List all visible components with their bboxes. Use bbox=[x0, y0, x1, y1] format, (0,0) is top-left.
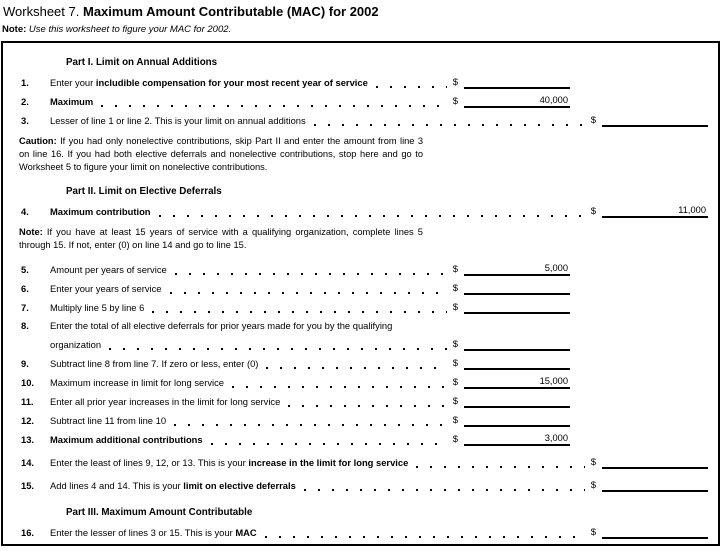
dotted-leader bbox=[152, 311, 446, 313]
label-text: limit on elective deferrals bbox=[183, 480, 296, 491]
caution-text: If you had only nonelective contributions, skip Part II and enter the amount from line 3 on line 16. If you had both elective deferrals and nonelective contributions, stop here and go to Worksheet 5 to figure your limit on nonelective contributions. bbox=[19, 136, 423, 172]
caution-label: Caution: bbox=[19, 136, 57, 146]
note-text: If you have at least 15 years of service with a qualifying organization, complete lines 5 through 15. If not, enter (0) on line 14 and go to line 15. bbox=[19, 227, 423, 250]
dollar-sign: $ bbox=[590, 480, 596, 491]
label-text: Enter your years of service bbox=[50, 283, 162, 294]
label-text: MAC bbox=[235, 527, 257, 538]
dollar-sign: $ bbox=[590, 206, 596, 217]
line-number: 16. bbox=[21, 527, 35, 538]
line-row bbox=[19, 114, 710, 127]
dotted-leader bbox=[304, 489, 585, 491]
line-label bbox=[50, 283, 162, 295]
line-number: 2. bbox=[21, 96, 29, 107]
line-label bbox=[50, 302, 144, 314]
amount-line bbox=[464, 95, 570, 108]
line-number: 13. bbox=[21, 434, 35, 445]
line-number: 5. bbox=[21, 264, 29, 275]
line-row bbox=[19, 357, 710, 370]
dollar-sign: $ bbox=[452, 302, 458, 313]
dotted-leader bbox=[266, 367, 446, 369]
dollar-sign: $ bbox=[590, 457, 596, 468]
dollar-sign: $ bbox=[452, 283, 458, 294]
line-number: 11. bbox=[21, 396, 34, 407]
amount-value: 11,000 bbox=[678, 205, 706, 215]
note-paragraph bbox=[19, 226, 423, 252]
amount-line bbox=[464, 301, 570, 314]
label-text: Subtract line 11 from line 10 bbox=[50, 415, 167, 426]
dotted-leader bbox=[314, 124, 585, 126]
line-label: organization bbox=[50, 339, 102, 350]
line-number: 12. bbox=[21, 415, 35, 426]
dollar-sign: $ bbox=[452, 377, 458, 388]
label-text: Maximum additional contributions bbox=[50, 434, 203, 445]
line-row bbox=[19, 301, 710, 314]
line-label bbox=[50, 264, 167, 276]
top-note bbox=[0, 19, 721, 35]
line-number: 8. bbox=[21, 320, 29, 331]
worksheet-box bbox=[1, 41, 720, 546]
line-row bbox=[19, 320, 710, 332]
line-row bbox=[19, 526, 710, 539]
dotted-leader bbox=[211, 443, 447, 445]
amount-line bbox=[602, 479, 708, 492]
label-text: Enter your bbox=[50, 77, 96, 88]
line-row bbox=[19, 76, 710, 89]
line-label bbox=[50, 206, 151, 218]
line-row bbox=[19, 263, 710, 276]
dollar-sign: $ bbox=[452, 434, 458, 445]
line-label bbox=[50, 480, 296, 492]
page-title bbox=[0, 0, 721, 19]
dollar-sign: $ bbox=[452, 96, 458, 107]
line-label bbox=[50, 527, 257, 539]
amount-line bbox=[464, 76, 570, 89]
line-row bbox=[19, 282, 710, 295]
amount-value: 40,000 bbox=[539, 95, 568, 105]
amount-value: 3,000 bbox=[544, 433, 568, 443]
line-number: 7. bbox=[21, 302, 29, 313]
amount-line bbox=[602, 205, 708, 218]
label-text: includible compensation for your most recent year of service bbox=[95, 77, 368, 88]
worksheet-title: Maximum Amount Contributable (MAC) for 2002 bbox=[82, 4, 379, 19]
amount-line bbox=[464, 433, 570, 446]
amount-line bbox=[464, 395, 570, 408]
amount-line bbox=[602, 526, 708, 539]
dotted-leader bbox=[159, 215, 585, 217]
dotted-leader bbox=[232, 386, 447, 388]
line-number: 10. bbox=[21, 377, 35, 388]
part2-header: Part II. Limit on Elective Deferrals bbox=[66, 186, 222, 197]
line-label bbox=[50, 396, 280, 408]
line-label bbox=[50, 320, 392, 332]
dollar-sign: $ bbox=[590, 527, 596, 538]
worksheet-number: Worksheet 7. bbox=[3, 4, 80, 19]
dollar-sign: $ bbox=[452, 396, 458, 407]
line-label bbox=[50, 96, 93, 108]
dollar-sign: $ bbox=[452, 339, 458, 350]
line-number: 6. bbox=[21, 283, 29, 294]
label-text: Maximum increase in limit for long service bbox=[50, 377, 225, 388]
label-text: Lesser of line 1 or line 2. This is your limit on annual additions bbox=[50, 115, 306, 126]
amount-line bbox=[464, 376, 570, 389]
label-text: Enter the lesser of lines 3 or 15. This is your bbox=[50, 527, 236, 538]
dotted-leader bbox=[288, 405, 446, 407]
dotted-leader bbox=[265, 536, 585, 538]
amount-line bbox=[464, 263, 570, 276]
amount-line bbox=[602, 456, 708, 469]
label-text: Subtract line 8 from line 7. If zero or less, enter (0) bbox=[50, 358, 259, 369]
line-label bbox=[50, 457, 408, 469]
line-row bbox=[19, 205, 710, 218]
amount-line bbox=[464, 282, 570, 295]
amount-value: 5,000 bbox=[544, 263, 568, 273]
dollar-sign: $ bbox=[452, 264, 458, 275]
line-row bbox=[19, 414, 710, 427]
dollar-sign: $ bbox=[590, 115, 596, 126]
part3-header: Part III. Maximum Amount Contributable bbox=[66, 507, 253, 518]
part1-lines bbox=[19, 76, 710, 127]
label-text: Enter the total of all elective deferrals for prior years made for you by the qualifying bbox=[50, 320, 393, 331]
line-number: 1. bbox=[21, 77, 29, 88]
line-row bbox=[19, 433, 710, 446]
line-number: 9. bbox=[21, 358, 29, 369]
dotted-leader bbox=[416, 466, 584, 468]
label-text: Amount per years of service bbox=[50, 264, 167, 275]
line-row bbox=[19, 395, 710, 408]
line-number: 3. bbox=[21, 115, 29, 126]
line-label bbox=[50, 77, 368, 89]
line-label bbox=[50, 434, 203, 446]
dotted-leader bbox=[101, 105, 446, 107]
line-label bbox=[50, 358, 258, 370]
line-row bbox=[19, 479, 710, 492]
line-label bbox=[50, 415, 166, 427]
amount-value: 15,000 bbox=[539, 376, 568, 386]
amount-line bbox=[464, 338, 570, 351]
line-number: 15. bbox=[21, 480, 35, 491]
part2-lines bbox=[19, 263, 710, 492]
line-number: 14. bbox=[21, 457, 35, 468]
amount-line bbox=[602, 114, 708, 127]
dollar-sign: $ bbox=[452, 415, 458, 426]
amount-line bbox=[464, 357, 570, 370]
line-row-continuation bbox=[19, 338, 710, 351]
line-label bbox=[50, 115, 306, 127]
line-number: 4. bbox=[21, 206, 29, 217]
amount-line bbox=[464, 414, 570, 427]
line-row bbox=[19, 95, 710, 108]
dollar-sign: $ bbox=[452, 77, 458, 88]
part2-line4 bbox=[19, 205, 710, 218]
label-text: Enter the least of lines 9, 12, or 13. This is your bbox=[50, 457, 249, 468]
label-text: Enter all prior year increases in the limit for long service bbox=[50, 396, 281, 407]
label-text: Maximum contribution bbox=[50, 206, 151, 217]
dotted-leader bbox=[174, 424, 447, 426]
dotted-leader bbox=[376, 86, 447, 88]
dollar-sign: $ bbox=[452, 358, 458, 369]
line-row bbox=[19, 456, 710, 469]
part1-header: Part I. Limit on Annual Additions bbox=[66, 57, 218, 68]
dotted-leader bbox=[109, 348, 447, 350]
label-text: increase in the limit for long service bbox=[248, 457, 409, 468]
label-text: Add lines 4 and 14. This is your bbox=[50, 480, 184, 491]
label-text: Maximum bbox=[50, 96, 94, 107]
line-label bbox=[50, 377, 224, 389]
dotted-leader bbox=[170, 292, 447, 294]
caution-paragraph bbox=[19, 135, 423, 174]
top-note-label: Note: bbox=[2, 24, 27, 35]
part3-lines bbox=[19, 526, 710, 539]
dotted-leader bbox=[175, 273, 447, 275]
note-label: Note: bbox=[19, 227, 43, 237]
line-row bbox=[19, 376, 710, 389]
top-note-text: Use this worksheet to figure your MAC for 2002. bbox=[28, 24, 232, 35]
label-text: Multiply line 5 by line 6 bbox=[50, 302, 145, 313]
